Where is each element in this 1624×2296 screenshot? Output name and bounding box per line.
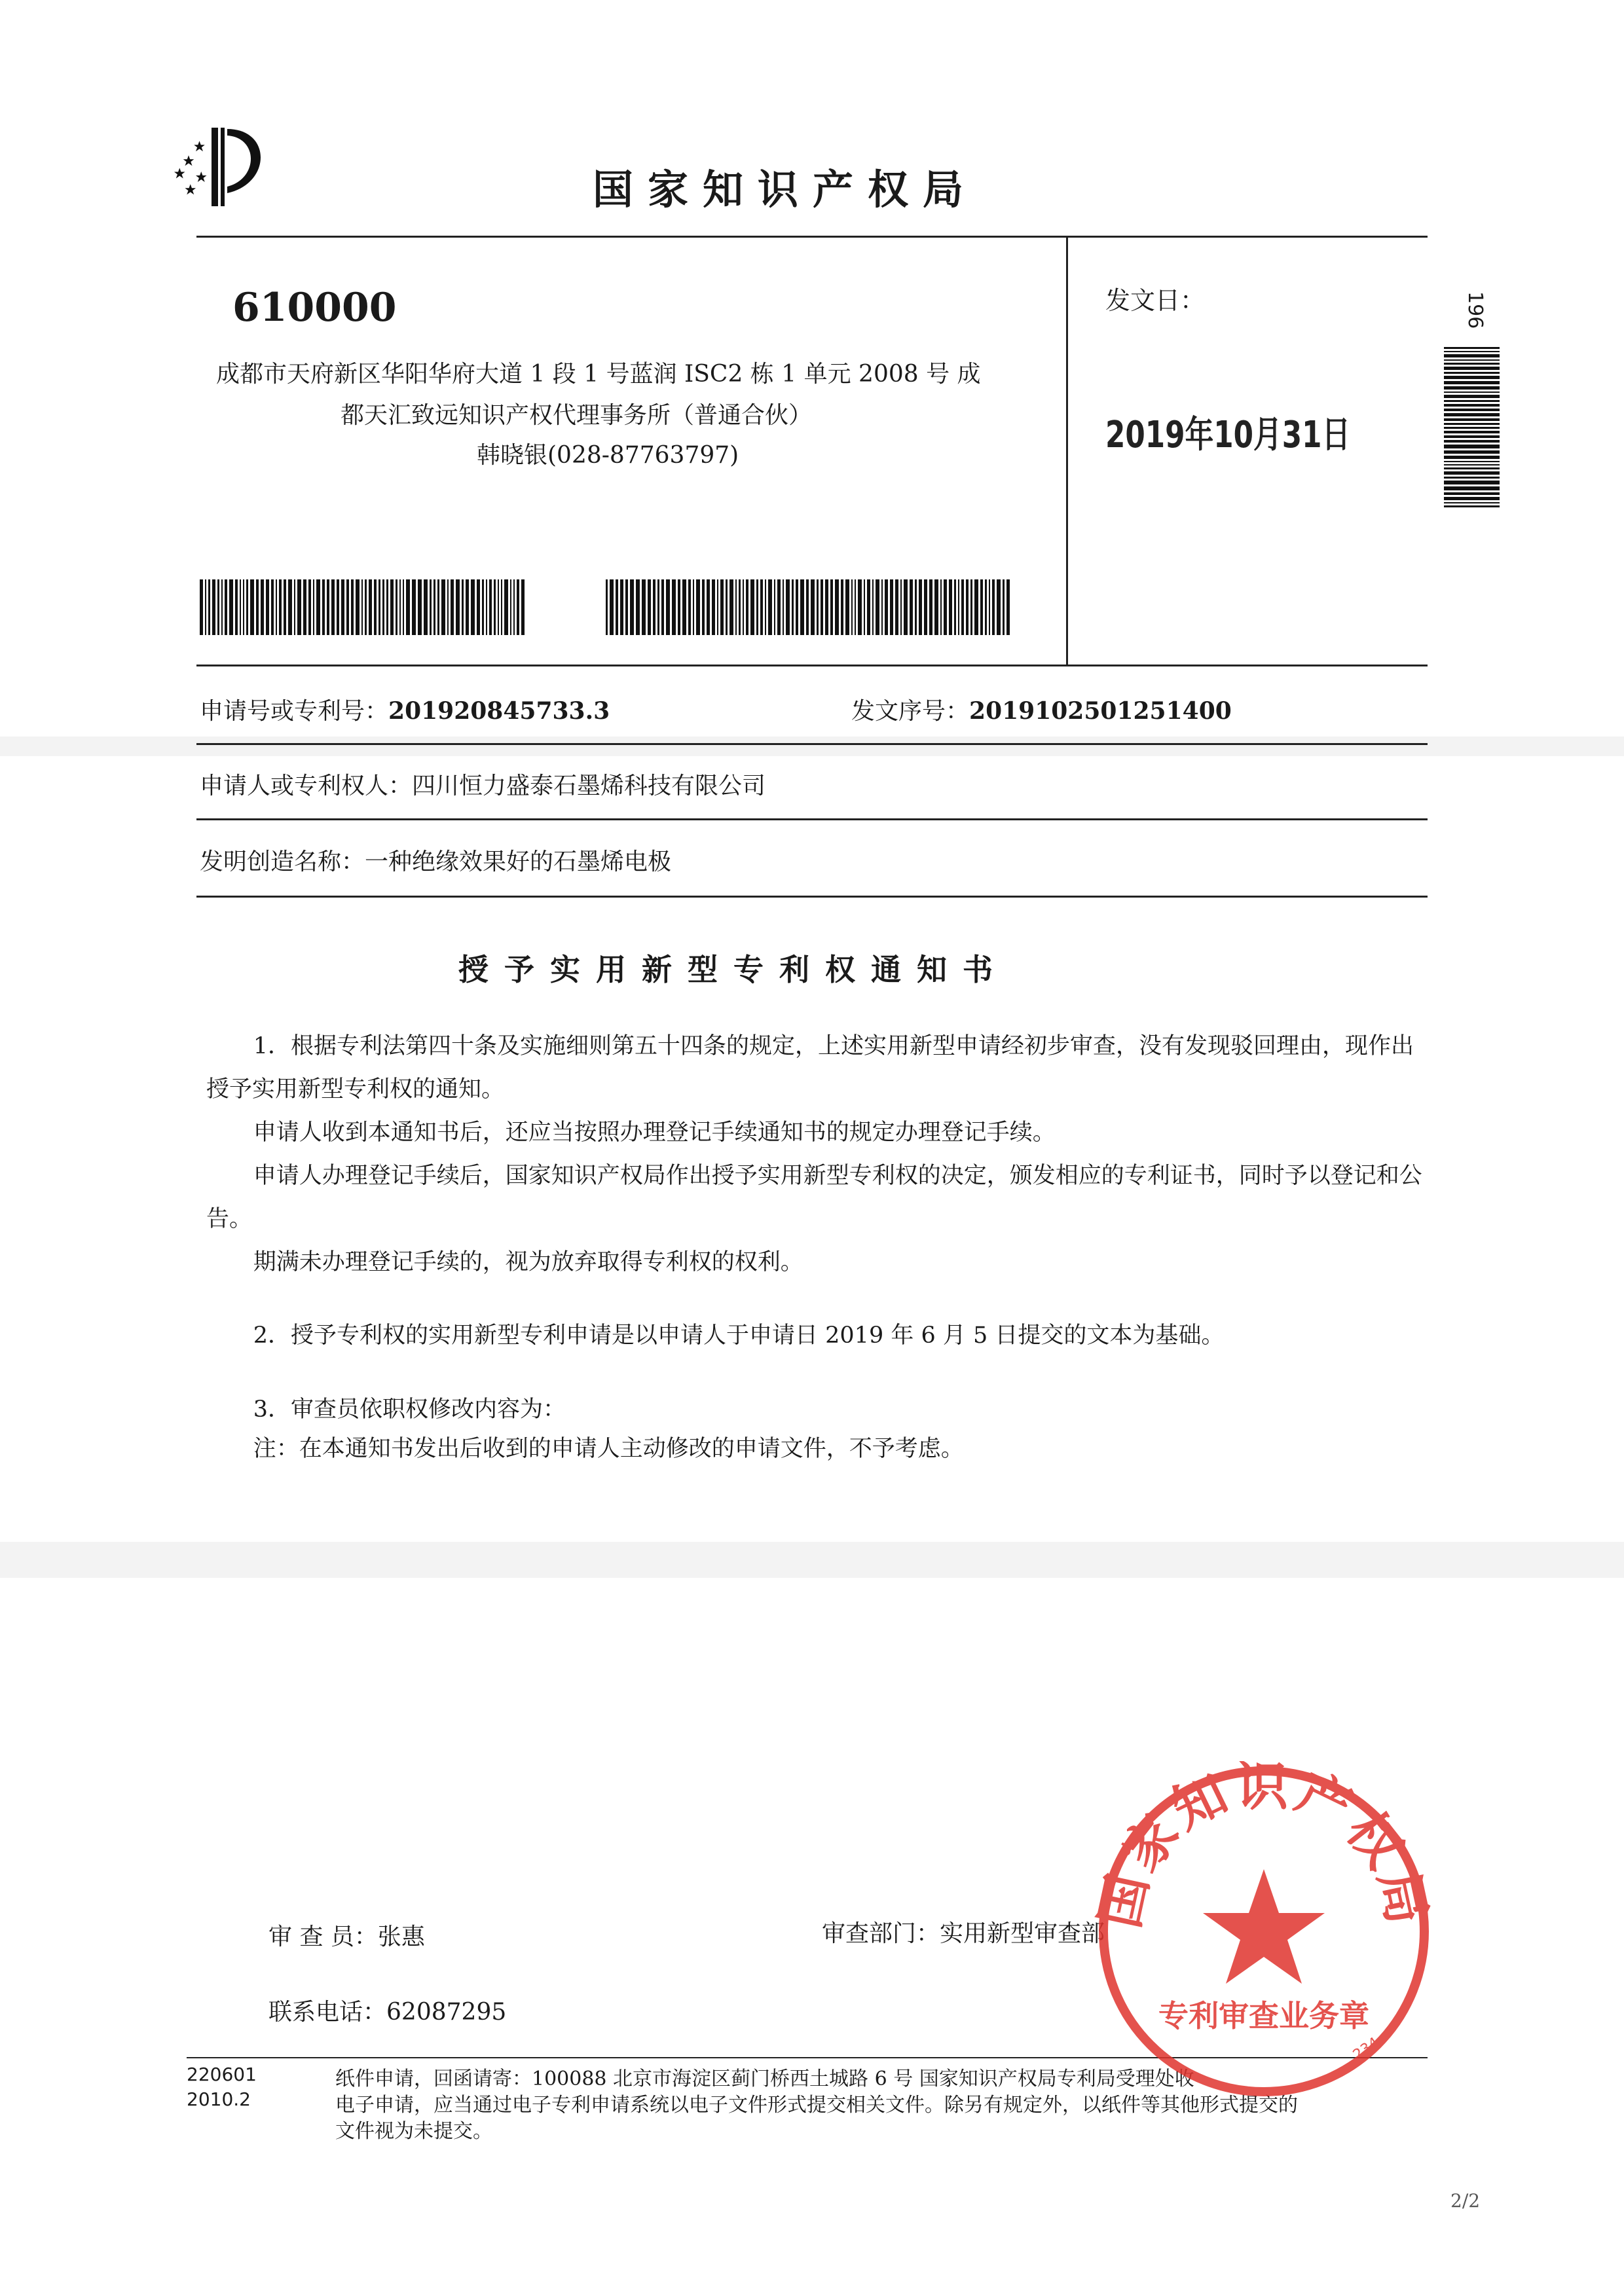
barcode-bar [735, 579, 737, 635]
barcode-bar [1444, 413, 1500, 416]
agency-name: 国家知识产权局 [593, 166, 978, 213]
barcode-bar [331, 579, 335, 635]
barcode-bar [517, 579, 519, 635]
barcode-bar [890, 579, 893, 635]
barcode-bar [1003, 579, 1005, 635]
barcode-bar [900, 579, 902, 635]
barcode-bar [1444, 440, 1500, 443]
barcode-bar [974, 579, 978, 635]
barcode-bar [777, 579, 781, 635]
barcode-bar [696, 579, 700, 635]
barcode-bar [1444, 505, 1500, 507]
barcode-bar [430, 579, 432, 635]
notice-paragraph-3: 申请人办理登记手续后，国家知识产权局作出授予实用新型专利权的决定，颁发相应的专利证书，同时予以登记和公告。 [206, 1163, 1422, 1232]
barcode-bar [235, 579, 238, 635]
barcode-bar [1444, 481, 1500, 484]
barcode-bar [1444, 400, 1500, 402]
barcode-bar [382, 579, 384, 635]
barcode-bar [284, 579, 286, 635]
barcode-bar [322, 579, 325, 635]
barcode-bar [374, 579, 377, 635]
header-rule [196, 236, 1428, 238]
barcode-bar [246, 579, 248, 635]
row-rule-3 [196, 896, 1428, 898]
barcode-bar [243, 579, 244, 635]
applicant-label: 申请人或专利权人： [200, 773, 413, 799]
barcode-bar [616, 579, 618, 635]
barcode-bar [915, 579, 917, 635]
footer-line-1: 纸件申请，回函请寄：100088 北京市海淀区蓟门桥西土城路 6 号 国家知识产权局专利局受理处收 [335, 2068, 1194, 2090]
barcode-bar [1444, 359, 1500, 361]
barcode-bar [229, 579, 233, 635]
barcode-bar [774, 579, 775, 635]
barcode-bar [1444, 471, 1500, 475]
barcode-bar [743, 579, 744, 635]
barcode-bar [386, 579, 388, 635]
barcode-bar [294, 579, 295, 635]
barcode-bar [825, 579, 829, 635]
barcode-bar [811, 579, 815, 635]
barcode-bar [327, 579, 329, 635]
barcode-bar [966, 579, 969, 635]
barcode-bar [657, 579, 659, 635]
barcode-bar [424, 579, 428, 635]
barcode-bar [1444, 456, 1500, 459]
applicant-row [200, 767, 766, 801]
department-row [822, 1915, 1105, 1948]
barcode-bar [992, 579, 995, 635]
barcode-bar [904, 579, 908, 635]
stamp-number-text: 234 [1350, 2034, 1382, 2064]
barcode-bar [521, 579, 525, 635]
barcode-bar [855, 579, 856, 635]
side-barcode [1444, 347, 1500, 514]
barcode-bar [707, 579, 710, 635]
barcode-bar [756, 579, 758, 635]
barcode-bar [821, 579, 823, 635]
barcode-bar [346, 579, 349, 635]
barcode-bar [954, 579, 956, 635]
barcode-bar [997, 579, 1001, 635]
barcode-bar [1444, 367, 1500, 370]
phone-label: 联系电话： [268, 1999, 387, 2026]
barcode-bar [308, 579, 311, 635]
barcode-bar [1444, 363, 1500, 365]
examiner-name: 张惠 [377, 1923, 425, 1950]
invention-value: 一种绝缘效果好的石墨烯电极 [365, 848, 672, 875]
barcode-bar [1444, 435, 1500, 438]
barcode-bar [288, 579, 292, 635]
barcode-bar [985, 579, 987, 635]
barcode-bar [1444, 354, 1500, 357]
row-rule-2 [196, 818, 1428, 820]
barcode-bar [225, 579, 227, 635]
barcode-bar [653, 579, 656, 635]
barcode-bar [221, 579, 223, 635]
footer-line-3: 文件视为未提交。 [335, 2120, 492, 2143]
barcode-bar [510, 579, 511, 635]
barcode-bar [929, 579, 933, 635]
barcode-bar [750, 579, 754, 635]
barcode-bar [361, 579, 363, 635]
barcode-bar [739, 579, 741, 635]
footer-line-2: 电子申请，应当通过电子专利申请系统以电子文件形式提交相关文件。除另有规定外，以纸件等其他形式提交的 [335, 2094, 1298, 2117]
barcode-bar [498, 579, 499, 635]
barcode-bar [205, 579, 206, 635]
barcode-bar [208, 579, 210, 635]
barcode-bar [768, 579, 772, 635]
barcode-bar [672, 579, 676, 635]
serial-no-row [851, 693, 1232, 726]
barcode-bar [200, 579, 203, 635]
barcode-bar [806, 579, 809, 635]
barcode-bar [313, 579, 314, 635]
barcode-bar [944, 579, 947, 635]
barcode-bar [489, 579, 492, 635]
barcode-bar [1444, 477, 1500, 479]
barcode-bar [864, 579, 866, 635]
notice-paragraph-6: 3．审查员依职权修改内容为： [253, 1396, 566, 1423]
barcode-bar [1444, 467, 1500, 469]
applicant-value: 四川恒力盛泰石墨烯科技有限公司 [412, 773, 766, 799]
barcode-bar [212, 579, 215, 635]
barcode-bar [504, 579, 508, 635]
barcode-bar [940, 579, 942, 635]
barcode-bar [625, 579, 628, 635]
barcode-bar [365, 579, 367, 635]
barcode-bar [494, 579, 496, 635]
notice-paragraph-4: 期满未办理登记手续的，视为放弃取得专利权的权利。 [253, 1249, 803, 1275]
barcode-bar [1444, 461, 1500, 462]
barcode-bar [693, 579, 694, 635]
barcode-bar [390, 579, 394, 635]
barcode-bar [276, 579, 277, 635]
notice-paragraph-5: 2．授予专利权的实用新型专利申请是以申请人于申请日 2019 年 6 月 5 日提交的文本为基础。 [253, 1322, 1225, 1349]
barcode-bar [800, 579, 804, 635]
recipient-contact: 韩晓银(028-87763797) [477, 442, 739, 469]
barcode-bar [661, 579, 664, 635]
barcode-bar [1444, 486, 1500, 490]
barcode-bar [279, 579, 282, 635]
barcode-bar [648, 579, 651, 635]
barcode-bar [271, 579, 274, 635]
serial-no-label: 发文序号： [851, 698, 970, 725]
barcode-bar [1444, 351, 1500, 352]
barcode-bar [1444, 372, 1500, 374]
barcode-bar [872, 579, 874, 635]
barcode-bar [396, 579, 397, 635]
barcode-bar [369, 579, 372, 635]
barcode-bar [949, 579, 952, 635]
barcode-bar [630, 579, 634, 635]
barcode-bar [620, 579, 624, 635]
barcode-bar [477, 579, 480, 635]
barcode-bar [412, 579, 416, 635]
barcode-bar [980, 579, 983, 635]
barcode-bar [1444, 450, 1500, 454]
barcode-bar [356, 579, 360, 635]
barcode-bar [792, 579, 794, 635]
page-number: 2/2 [1450, 2190, 1481, 2212]
address-barcode-right [606, 579, 1012, 635]
department-label: 审查部门： [822, 1920, 940, 1947]
address-barcode-left [200, 579, 534, 635]
barcode-bar [403, 579, 404, 635]
row-rule-1 [196, 743, 1428, 745]
barcode-bar [712, 579, 715, 635]
barcode-bar [1444, 386, 1500, 390]
barcode-bar [729, 579, 733, 635]
barcode-bar [250, 579, 254, 635]
notice-paragraph-7: 注：在本通知书发出后收到的申请人主动修改的申请文件，不予考虑。 [253, 1436, 964, 1462]
notice-paragraph-2: 申请人收到本通知书后，还应当按照办理登记手续通知书的规定办理登记手续。 [253, 1120, 1056, 1146]
invention-label: 发明创造名称： [200, 848, 365, 875]
barcode-bar [1444, 418, 1500, 421]
barcode-bar [876, 579, 879, 635]
barcode-bar [1444, 381, 1500, 384]
barcode-bar [1444, 376, 1500, 379]
barcode-bar [765, 579, 766, 635]
form-code: 220601 [187, 2064, 257, 2085]
issue-date-value: 2019年10月31日 [1105, 414, 1351, 456]
barcode-bar [1444, 404, 1500, 407]
barcode-bar [841, 579, 843, 635]
barcode-bar [316, 579, 320, 635]
barcode-bar [341, 579, 344, 635]
barcode-bar [760, 579, 764, 635]
barcode-bar [217, 579, 219, 635]
form-version: 2010.2 [187, 2088, 251, 2110]
barcode-bar [835, 579, 839, 635]
barcode-bar [1006, 579, 1010, 635]
barcode-bar [456, 579, 460, 635]
barcode-bar [297, 579, 301, 635]
barcode-bar [486, 579, 487, 635]
barcode-bar [717, 579, 718, 635]
phone-row [268, 1994, 506, 2027]
barcode-bar [303, 579, 306, 635]
barcode-bar [817, 579, 819, 635]
barcode-bar [910, 579, 913, 635]
barcode-bar [606, 579, 608, 635]
barcode-bar [1444, 347, 1500, 349]
barcode-bar [451, 579, 454, 635]
barcode-bar [399, 579, 401, 635]
barcode-bar [266, 579, 269, 635]
barcode-bar [1444, 445, 1500, 448]
barcode-bar [610, 579, 614, 635]
barcode-bar [702, 579, 705, 635]
barcode-bar [1444, 409, 1500, 411]
barcode-bar [851, 579, 853, 635]
address-block-rule [196, 665, 1428, 666]
serial-no-value: 2019102501251400 [969, 697, 1232, 725]
barcode-bar [1444, 392, 1500, 393]
recipient-address-line1: 成都市天府新区华阳华府大道 1 段 1 号蓝润 ISC2 栋 1 单元 2008 号 成 [216, 361, 981, 388]
barcode-bar [970, 579, 973, 635]
barcode-bar [720, 579, 724, 635]
barcode-bar [934, 579, 938, 635]
barcode-bar [666, 579, 670, 635]
barcode-bar [418, 579, 422, 635]
barcode-bar [337, 579, 339, 635]
barcode-bar [642, 579, 646, 635]
barcode-bar [1444, 464, 1500, 465]
examiner-label: 审 查 员： [268, 1923, 378, 1950]
barcode-bar [678, 579, 680, 635]
barcode-bar [830, 579, 833, 635]
barcode-bar [378, 579, 380, 635]
stamp-star-icon [1203, 1869, 1325, 1984]
barcode-bar [441, 579, 445, 635]
barcode-bar [636, 579, 640, 635]
barcode-bar [989, 579, 990, 635]
barcode-bar [796, 579, 799, 635]
phone-value: 62087295 [386, 1999, 507, 2026]
scan-band-top [0, 737, 1624, 756]
barcode-bar [501, 579, 502, 635]
notice-paragraph-1: 1．根据专利法第四十条及实施细则第五十四条的规定，上述实用新型申请经初步审查，没有发现驳回理由，现作出授予实用新型专利权的通知。 [206, 1033, 1414, 1102]
barcode-bar [726, 579, 728, 635]
department-name: 实用新型审查部 [940, 1920, 1105, 1947]
stamp-ring-text: 国家知识产权局 [1094, 1761, 1434, 1933]
barcode-bar [1444, 427, 1500, 429]
barcode-bar [406, 579, 410, 635]
barcode-bar [961, 579, 964, 635]
barcode-bar [1444, 423, 1500, 425]
barcode-bar [1444, 431, 1500, 433]
barcode-bar [513, 579, 515, 635]
barcode-bar [786, 579, 790, 635]
date-box-divider [1066, 237, 1068, 666]
side-code: 196 [1464, 291, 1486, 329]
barcode-bar [471, 579, 475, 635]
barcode-bar [881, 579, 883, 635]
barcode-bar [867, 579, 870, 635]
barcode-bar [261, 579, 264, 635]
cnipa-logo [167, 121, 278, 213]
barcode-bar [1444, 502, 1500, 503]
barcode-bar [1444, 492, 1500, 495]
barcode-bar [924, 579, 927, 635]
application-no-label: 申请号或专利号： [200, 698, 389, 725]
invention-row [200, 843, 671, 877]
barcode-bar [1444, 395, 1500, 398]
barcode-bar [256, 579, 259, 635]
barcode-bar [1444, 497, 1500, 500]
barcode-bar [895, 579, 898, 635]
barcode-bar [919, 579, 922, 635]
examiner-row [268, 1918, 425, 1952]
barcode-bar [958, 579, 959, 635]
recipient-postcode: 610000 [232, 285, 397, 331]
barcode-bar [682, 579, 686, 635]
barcode-bar [885, 579, 888, 635]
barcode-bar [437, 579, 439, 635]
application-no-row [200, 693, 610, 726]
barcode-bar [746, 579, 748, 635]
barcode-bar [845, 579, 849, 635]
official-stamp [1094, 1761, 1434, 2102]
barcode-bar [462, 579, 464, 635]
issue-date-label: 发文日： [1105, 286, 1206, 315]
recipient-address-line2: 都天汇致远知识产权代理事务所（普通合伙） [341, 402, 813, 429]
barcode-bar [466, 579, 469, 635]
barcode-bar [783, 579, 784, 635]
barcode-bar [688, 579, 692, 635]
barcode-bar [240, 579, 241, 635]
barcode-bar [434, 579, 435, 635]
barcode-bar [447, 579, 449, 635]
scan-band-bottom [0, 1542, 1624, 1578]
stamp-bottom-text: 专利审查业务章 [1158, 1998, 1369, 2033]
barcode-bar [482, 579, 484, 635]
application-no-value: 201920845733.3 [388, 697, 610, 725]
notice-title: 授予实用新型专利权通知书 [458, 952, 1008, 987]
barcode-bar [351, 579, 354, 635]
barcode-bar [858, 579, 862, 635]
